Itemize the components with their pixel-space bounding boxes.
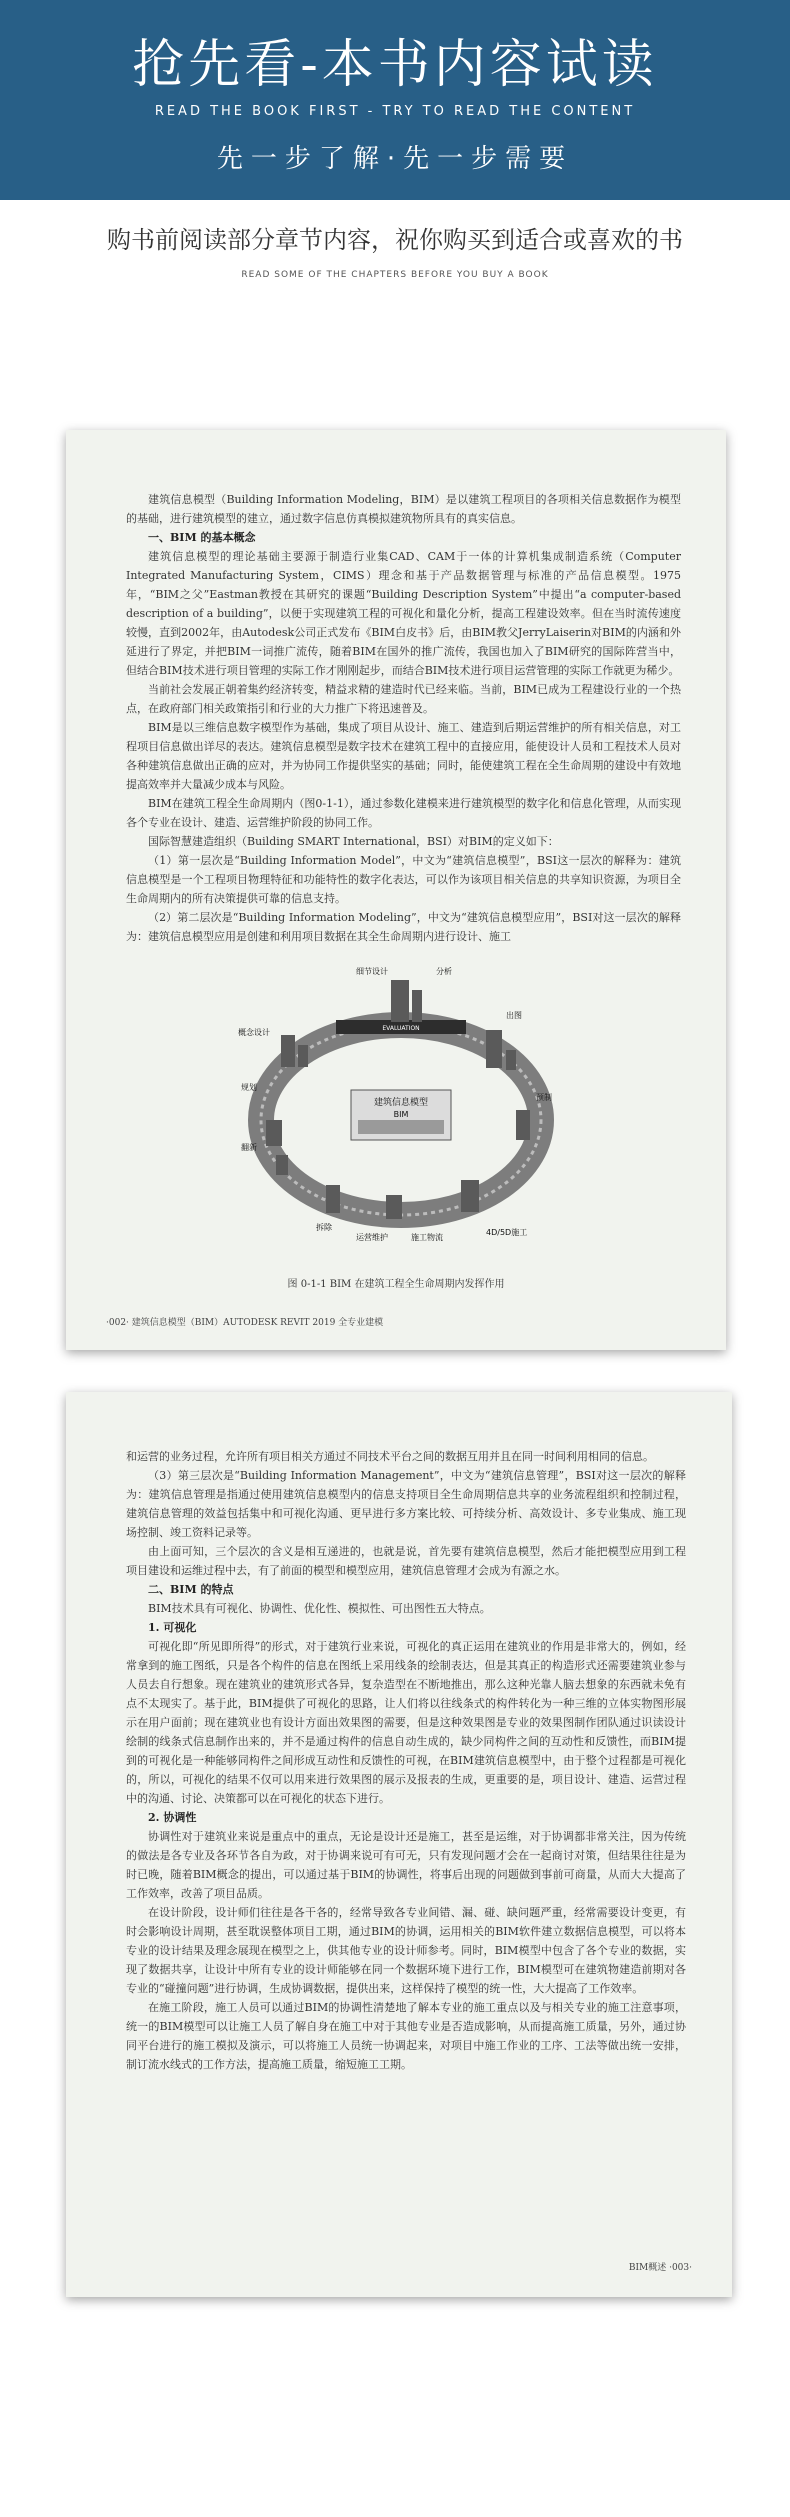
center-building bbox=[358, 1120, 444, 1134]
banner-subtitle: READ THE BOOK FIRST - TRY TO READ THE CONTENT bbox=[154, 104, 636, 119]
subsection-heading: 2. 协调性 bbox=[148, 1811, 197, 1824]
paragraph: （2）第二层次是“Building Information Modeling”，中文为“建筑信息模型应用”，BSI对这一层次的解释为：建筑信息模型应用是创建和利用项目数据在其全生命周期内进行设计、施工 bbox=[126, 911, 681, 943]
paragraph: 建筑信息模型的理论基础主要源于制造行业集CAD、CAM于一体的计算机集成制造系统（Computer Integrated Manufacturing System，CIMS）理念和基于产品数据管理与标准的产品信息模型。1975年，“BIM之父”Eastman教授在其研究的课题“Building Description System”中提出“a computer-based description of a building”，以便于实现建筑工程的可视化和量化分析，提高工程建设效率。但在当时流传速度较慢，直到2002年，由Autodesk公司正式发布《BIM白皮书》后，由BIM教父JerryLaiserin对BIM的内涵和外延进行了界定，并把BIM一词推广流传，随着BIM在国外的推广流传，我国也加入了BIM研究的国际阵营当中，但结合BIM技术进行项目管理的实际工作才刚刚起步，而结合BIM技术进行项目运营管理的实际工作就更为稀少。 bbox=[126, 550, 681, 677]
banner bbox=[0, 0, 790, 200]
stage-label: 施工物流 bbox=[411, 1233, 443, 1242]
paragraph: 国际智慧建造组织（Building SMART International，BSI）对BIM的定义如下： bbox=[148, 835, 559, 848]
banner-tagline: 先一步了解·先一步需要 bbox=[216, 144, 574, 174]
evaluation-label: EVALUATION bbox=[382, 1025, 420, 1032]
paragraph: 建筑信息模型（Building Information Modeling，BIM）是以建筑工程项目的各项相关信息数据作为模型的基础，进行建筑模型的建立，通过数字信息仿真模拟建筑物所具有的真实信息。 bbox=[126, 493, 681, 525]
intro-subtitle: READ SOME OF THE CHAPTERS BEFORE YOU BUY A BOOK bbox=[241, 270, 549, 280]
paragraph: （1）第一层次是“Building Information Model”，中文为“建筑信息模型”，BSI这一层次的解释为：建筑信息模型是一个工程项目物理特征和功能特性的数字化表达，可以作为该项目相关信息的共享知识资源，为项目全生命周期内的所有决策提供可靠的信息支持。 bbox=[126, 854, 681, 905]
paragraph: 在设计阶段，设计师们往往是各干各的，经常导致各专业间错、漏、碰、缺问题严重，经常需要设计变更，有时会影响设计周期，甚至耽误整体项目工期，通过BIM的协调，运用相关的BIM软件建立数据信息模型，可以将本专业的设计结果及理念展现在模型之上，供其他专业的设计师参考。同时，BIM模型中包含了各个专业的数据，实现了数据共享，让设计中所有专业的设计师能够在同一个数据环境下进行工作，BIM模型可在建筑物建造前期对各专业的“碰撞问题”进行协调，生成协调数据，提供出来，这样保持了模型的统一性，大大提高了工作效率。 bbox=[126, 1906, 686, 1995]
bim-lifecycle-diagram bbox=[236, 960, 566, 1270]
paragraph: 可视化即“所见即所得”的形式，对于建筑行业来说，可视化的真正运用在建筑业的作用是非常大的，例如，经常拿到的施工图纸，只是各个构件的信息在图纸上采用线条的绘制表达，但是其真正的构造形式还需要建筑业参与人员去自行想象。现在建筑业的建筑形式各异，复杂造型在不断地推出，那么这种光靠人脑去想象的东西就未免有点不太现实了。基于此，BIM提供了可视化的思路，让人们将以往线条式的构件转化为一种三维的立体实物图形展示在用户面前；现在建筑业也有设计方面出效果图的需要，但是这种效果图是专业的效果图制作团队通过识读设计绘制的线条式信息制作出来的，并不是通过构件的信息自动生成的，缺少同构件之间的互动性和反馈性，而BIM提到的可视化是一种能够同构件之间形成互动性和反馈性的可视，在BIM建筑信息模型中，由于整个过程都是可视化的，所以，可视化的结果不仅可以用来进行效果图的展示及报表的生成，更重要的是，项目设计、建造、运营过程中的沟通、讨论、决策都可以在可视化的状态下进行。 bbox=[126, 1640, 686, 1805]
paragraph: BIM技术具有可视化、协调性、优化性、模拟性、可出图性五大特点。 bbox=[148, 1602, 491, 1615]
paragraph: 当前社会发展正朝着集约经济转变，精益求精的建造时代已经来临。当前，BIM已成为工程建设行业的一个热点，在政府部门相关政策指引和行业的大力推广下将迅速普及。 bbox=[126, 683, 681, 715]
book-page-003 bbox=[66, 1392, 732, 2297]
paragraph: BIM是以三维信息数字模型作为基础，集成了项目从设计、施工、建造到后期运营维护的所有相关信息，对工程项目信息做出详尽的表达。建筑信息模型是数字技术在建筑工程中的直接应用，能使设计人员和工程技术人员对各种建筑信息做出正确的应对，并为协同工作提供坚实的基础；同时，能使建筑工程在全生命周期的建设中有效地提高效率并大量减少成本与风险。 bbox=[126, 721, 681, 791]
stage-label: 拆除 bbox=[316, 1223, 332, 1232]
paragraph: 和运营的业务过程，允许所有项目相关方通过不同技术平台之间的数据互用并且在同一时间利用相同的信息。 bbox=[126, 1450, 654, 1463]
stage-label: 规划 bbox=[241, 1083, 257, 1092]
stage-label: 细节设计 bbox=[356, 967, 388, 976]
page-text bbox=[126, 1447, 686, 2074]
stage-label: 预制 bbox=[536, 1093, 552, 1102]
section-heading: 一、BIM 的基本概念 bbox=[148, 531, 256, 544]
paragraph: （3）第三层次是“Building Information Management”，中文为“建筑信息管理”，BSI对这一层次的解释为：建筑信息管理是指通过使用建筑信息模型内的信息支持项目全生命周期信息共享的业务流程组织和控制过程，建筑信息管理的效益包括集中和可视化沟通、更早进行多方案比较、可持续分析、高效设计、多专业集成、施工现场控制、竣工资料记录等。 bbox=[126, 1469, 686, 1539]
page-text bbox=[126, 490, 681, 946]
section-heading: 二、BIM 的特点 bbox=[148, 1583, 234, 1596]
banner-title: 抢先看-本书内容试读 bbox=[132, 35, 658, 95]
paragraph: 在施工阶段，施工人员可以通过BIM的协调性清楚地了解本专业的施工重点以及与相关专业的施工注意事项，统一的BIM模型可以让施工人员了解自身在施工中对于其他专业是否造成影响，从而提高施工质量，另外，通过协同平台进行的施工模拟及演示，可以将施工人员统一协调起来，对项目中施工作业的工序、工法等做出统一安排，制订流水线式的工作方法，提高施工质量，缩短施工工期。 bbox=[126, 2001, 686, 2071]
stage-label: 分析 bbox=[436, 967, 452, 976]
figure-caption: 图 0-1-1 BIM 在建筑工程全生命周期内发挥作用 bbox=[287, 1279, 505, 1290]
stage-label: 4D/5D施工 bbox=[486, 1228, 528, 1237]
paragraph: BIM在建筑工程全生命周期内（图0-1-1），通过参数化建模来进行建筑模型的数字化和信息化管理，从而实现各个专业在设计、建造、运营维护阶段的协同工作。 bbox=[126, 797, 681, 829]
paragraph: 由上面可知，三个层次的含义是相互递进的，也就是说，首先要有建筑信息模型，然后才能把模型应用到工程项目建设和运维过程中去，有了前面的模型和模型应用，建筑信息管理才会成为有源之水。 bbox=[126, 1545, 686, 1577]
page-footer: ·002· 建筑信息模型（BIM）AUTODESK REVIT 2019 全专业建模 bbox=[106, 1318, 384, 1328]
center-label-bim: BIM bbox=[393, 1110, 409, 1119]
subsection-heading: 1. 可视化 bbox=[148, 1621, 197, 1634]
stage-label: 翻新 bbox=[241, 1143, 257, 1152]
intro-title: 购书前阅读部分章节内容，祝你购买到适合或喜欢的书 bbox=[107, 226, 683, 254]
page-footer: BIM概述 ·003· bbox=[628, 2263, 692, 2273]
stage-label: 出图 bbox=[506, 1011, 522, 1020]
center-label: 建筑信息模型 bbox=[373, 1098, 429, 1108]
book-page-002 bbox=[66, 430, 726, 1350]
stage-label: 运营维护 bbox=[356, 1233, 388, 1242]
paragraph: 协调性对于建筑业来说是重点中的重点，无论是设计还是施工，甚至是运维，对于协调都非常关注，因为传统的做法是各专业及各环节各自为政，对于协调来说可有可无，只有发现问题才会在一起商讨对策，但结果往往是为时已晚，随着BIM概念的提出，可以通过基于BIM的协调性，将事后出现的问题做到事前可商量，从而大大提高了工作效率，改善了项目品质。 bbox=[126, 1830, 686, 1900]
stage-label: 概念设计 bbox=[238, 1028, 270, 1037]
